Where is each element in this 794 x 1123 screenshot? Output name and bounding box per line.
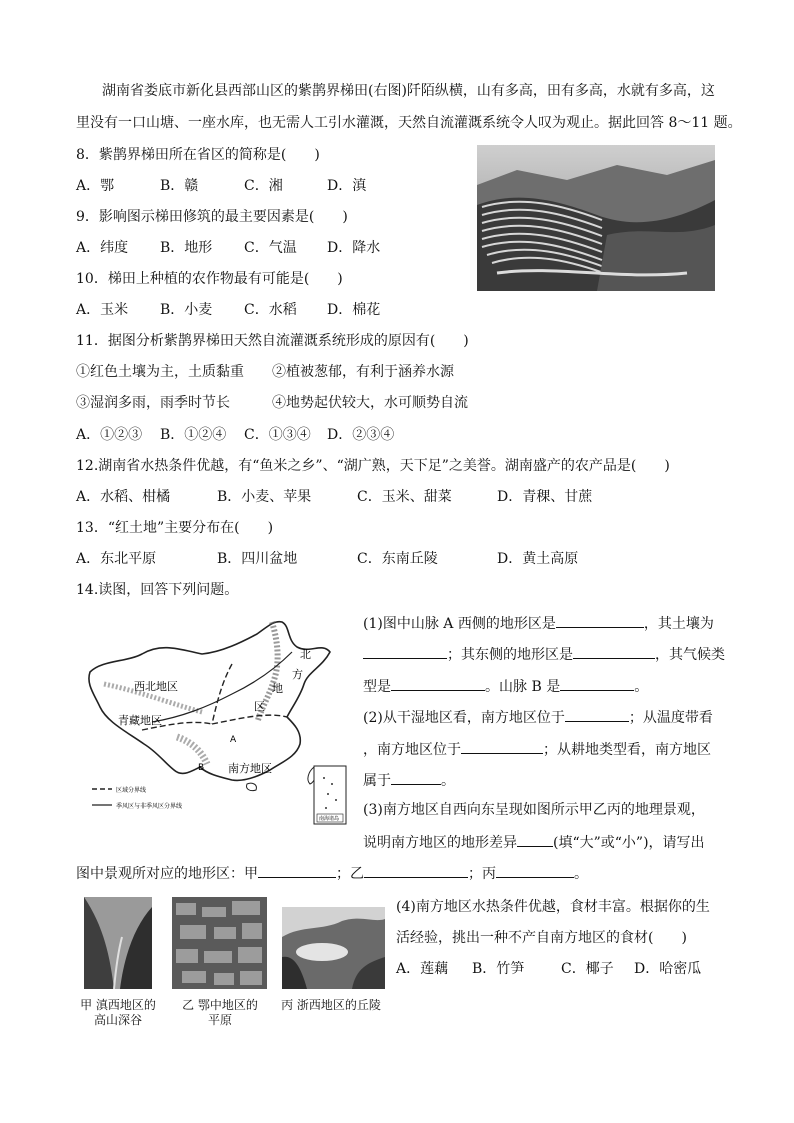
q14-part1-text-d: ，其气候类: [655, 647, 725, 663]
q11-option-c[interactable]: C．①③④: [244, 427, 311, 443]
q14-blank-dry-wet[interactable]: [565, 706, 629, 722]
map-label-northwest: 西北地区: [134, 680, 178, 693]
map-label-north-4: 区: [254, 700, 265, 713]
q9-option-d[interactable]: D．降水: [327, 240, 381, 256]
q8-option-c[interactable]: C．湘: [244, 178, 283, 194]
caption-yi-line2: 平原: [207, 1013, 232, 1027]
map-label-b: B: [198, 763, 205, 773]
legend-monsoon-boundary: 季风区与非季风区分界线: [116, 803, 183, 810]
q14-part4-option-d[interactable]: D．哈密瓜: [634, 961, 702, 977]
q13-option-a[interactable]: A．东北平原: [76, 551, 157, 567]
caption-yi: [174, 998, 266, 1028]
q14-blank-temperature-zone[interactable]: [461, 738, 543, 754]
q14-part3-text-g: 。: [574, 866, 588, 882]
q14-blank-bing[interactable]: [496, 862, 574, 878]
caption-yi-line1: 乙 鄂中地区的: [182, 998, 258, 1012]
q14-part2-text-c: ，南方地区位于: [363, 742, 461, 758]
q14-part4-option-c[interactable]: C．椰子: [561, 961, 614, 977]
q12-option-b[interactable]: B．小麦、苹果: [217, 489, 312, 505]
q14-part3-text-c: (填“大”或“小”)，请写出: [553, 835, 705, 851]
q14-part3-text-b: 说明南方地区的地形差异: [363, 835, 517, 851]
q14-blank-landform-east[interactable]: [573, 643, 655, 659]
photo-bing-hills: [282, 907, 385, 989]
q14-blank-soil[interactable]: [363, 643, 447, 659]
q14-part3-text-d: 图中景观所对应的地形区：甲: [76, 866, 258, 882]
q9-stem: 9．影响图示梯田修筑的最主要因素是( ): [76, 209, 348, 225]
q14-part1-text-b: ，其土壤为: [643, 616, 714, 632]
q10-option-c[interactable]: C．水稻: [244, 302, 297, 318]
q10-option-b[interactable]: B．小麦: [160, 302, 213, 318]
q8-option-b[interactable]: B．赣: [160, 178, 199, 194]
q12-option-d[interactable]: D．青稞、甘蔗: [497, 489, 593, 505]
map-inset-label: 南海诸岛: [319, 816, 340, 822]
q14-part1-text-g: 。: [634, 679, 649, 695]
intro-line-2: 里没有一口山塘、一座水库，也无需人工引水灌溉，天然自流灌溉系统令人叹为观止。据此回答 8～11 题。: [76, 115, 742, 131]
map-label-qingzang: 青藏地区: [118, 714, 162, 727]
china-regions-map: [82, 612, 350, 828]
caption-bing: [274, 998, 388, 1013]
q11-option-d[interactable]: D．②③④: [327, 427, 395, 443]
q14-part1-line1: [363, 612, 714, 634]
caption-jia-line1: 甲 滇西地区的: [80, 998, 156, 1012]
q12-option-a[interactable]: A．水稻、柑橘: [76, 489, 171, 505]
q14-part1-text-c: ；其东侧的地形区是: [447, 647, 573, 663]
q14-part3-line3: [76, 862, 588, 884]
legend-region-boundary: 区域分界线: [116, 787, 147, 794]
q14-part1-text-f: 。山脉 B 是: [485, 679, 561, 695]
q10-option-d[interactable]: D．棉花: [327, 302, 381, 318]
q9-option-b[interactable]: B．地形: [160, 240, 213, 256]
q14-blank-climate[interactable]: [391, 675, 485, 691]
q13-option-c[interactable]: C．东南丘陵: [357, 551, 438, 567]
map-label-north-2: 方: [292, 668, 303, 681]
intro-line-1: 湖南省娄底市新化县西部山区的紫鹊界梯田(右图)阡陌纵横，山有多高，田有多高，水就有多高，这: [102, 83, 715, 99]
q9-option-c[interactable]: C．气温: [244, 240, 297, 256]
q8-option-a[interactable]: A．鄂: [76, 178, 115, 194]
q14-part3-line1: (3)南方地区自西向东呈现如图所示甲乙丙的地理景观，: [363, 802, 705, 818]
q14-blank-difference[interactable]: [517, 831, 553, 847]
q14-part3-line2: [363, 831, 705, 853]
q14-part2-line3: [363, 769, 455, 791]
q14-blank-yi[interactable]: [364, 862, 468, 878]
q14-blank-jia[interactable]: [258, 862, 336, 878]
q8-option-d[interactable]: D．滇: [327, 178, 367, 194]
q14-part1-text-a: (1)图中山脉 A 西侧的地形区是: [363, 616, 556, 632]
q14-part3-text-e: ；乙: [336, 866, 364, 882]
q14-part2-text-b: ；从温度带看: [628, 710, 713, 726]
map-label-south: 南方地区: [228, 762, 272, 775]
q14-part4-line2: 活经验，挑出一种不产自南方地区的食材( ): [396, 930, 687, 946]
map-label-north-1: 北: [300, 648, 311, 661]
q14-part4-option-b[interactable]: B．竹笋: [472, 961, 525, 977]
q11-option-a[interactable]: A．①②③: [76, 427, 143, 443]
q12-stem: 12.湖南省水热条件优越，有“鱼米之乡”、“湖广熟，天下足”之美誉。湖南盛产的农产品是( ): [76, 458, 670, 474]
photo-jia-gorge: [84, 897, 152, 989]
q13-option-b[interactable]: B．四川盆地: [217, 551, 298, 567]
q11-statement-4: ④地势起伏较大，水可顺势自流: [272, 395, 468, 411]
caption-jia-line2: 高山深谷: [93, 1013, 142, 1027]
terrace-photo: [477, 145, 715, 291]
q8-stem: 8．紫鹊界梯田所在省区的简称是( ): [76, 147, 320, 163]
q12-option-c[interactable]: C．玉米、甜菜: [357, 489, 452, 505]
q13-option-d[interactable]: D．黄土高原: [497, 551, 579, 567]
q14-stem: 14.读图，回答下列问题。: [76, 582, 239, 598]
q14-blank-farmland[interactable]: [391, 769, 441, 785]
q14-part2-line2: [363, 738, 711, 760]
q14-part1-line2: [363, 643, 725, 665]
q14-part4-line1: (4)南方地区水热条件优越，食材丰富。根据你的生: [396, 899, 710, 915]
q14-part2-line1: [363, 706, 713, 728]
q14-part1-text-e: 型是: [363, 679, 391, 695]
q10-stem: 10．梯田上种植的农作物最有可能是( ): [76, 271, 343, 287]
q14-part2-text-e: 属于: [363, 773, 391, 789]
q11-statement-2: ②植被葱郁，有利于涵养水源: [272, 364, 454, 380]
map-label-a: A: [230, 735, 237, 745]
q9-option-a[interactable]: A．纬度: [76, 240, 129, 256]
q14-blank-mountain-b[interactable]: [560, 675, 634, 691]
q13-stem: 13．“红土地”主要分布在( ): [76, 520, 274, 536]
q11-statement-3: ③湿润多雨，雨季时节长: [76, 395, 230, 411]
map-label-north-3: 地: [272, 682, 283, 695]
q10-option-a[interactable]: A．玉米: [76, 302, 129, 318]
q14-part3-text-f: ；丙: [468, 866, 496, 882]
caption-jia: [74, 998, 162, 1028]
q11-stem: 11．据图分析紫鹊界梯田天然自流灌溉系统形成的原因有( ): [76, 333, 469, 349]
q11-statement-1: ①红色土壤为主，土质黏重: [76, 364, 244, 380]
q14-blank-landform-west[interactable]: [556, 612, 644, 628]
caption-bing-line1: 丙 浙西地区的丘陵: [281, 998, 381, 1012]
q14-part2-text-f: 。: [441, 773, 455, 789]
photo-yi-plain: [172, 897, 267, 989]
q14-part2-text-d: ；从耕地类型看，南方地区: [543, 742, 711, 758]
q14-part1-line3: [363, 675, 648, 697]
q11-option-b[interactable]: B．①②④: [160, 427, 227, 443]
q14-part4-option-a[interactable]: A．莲藕: [396, 961, 449, 977]
q14-part2-text-a: (2)从干湿地区看，南方地区位于: [363, 710, 565, 726]
